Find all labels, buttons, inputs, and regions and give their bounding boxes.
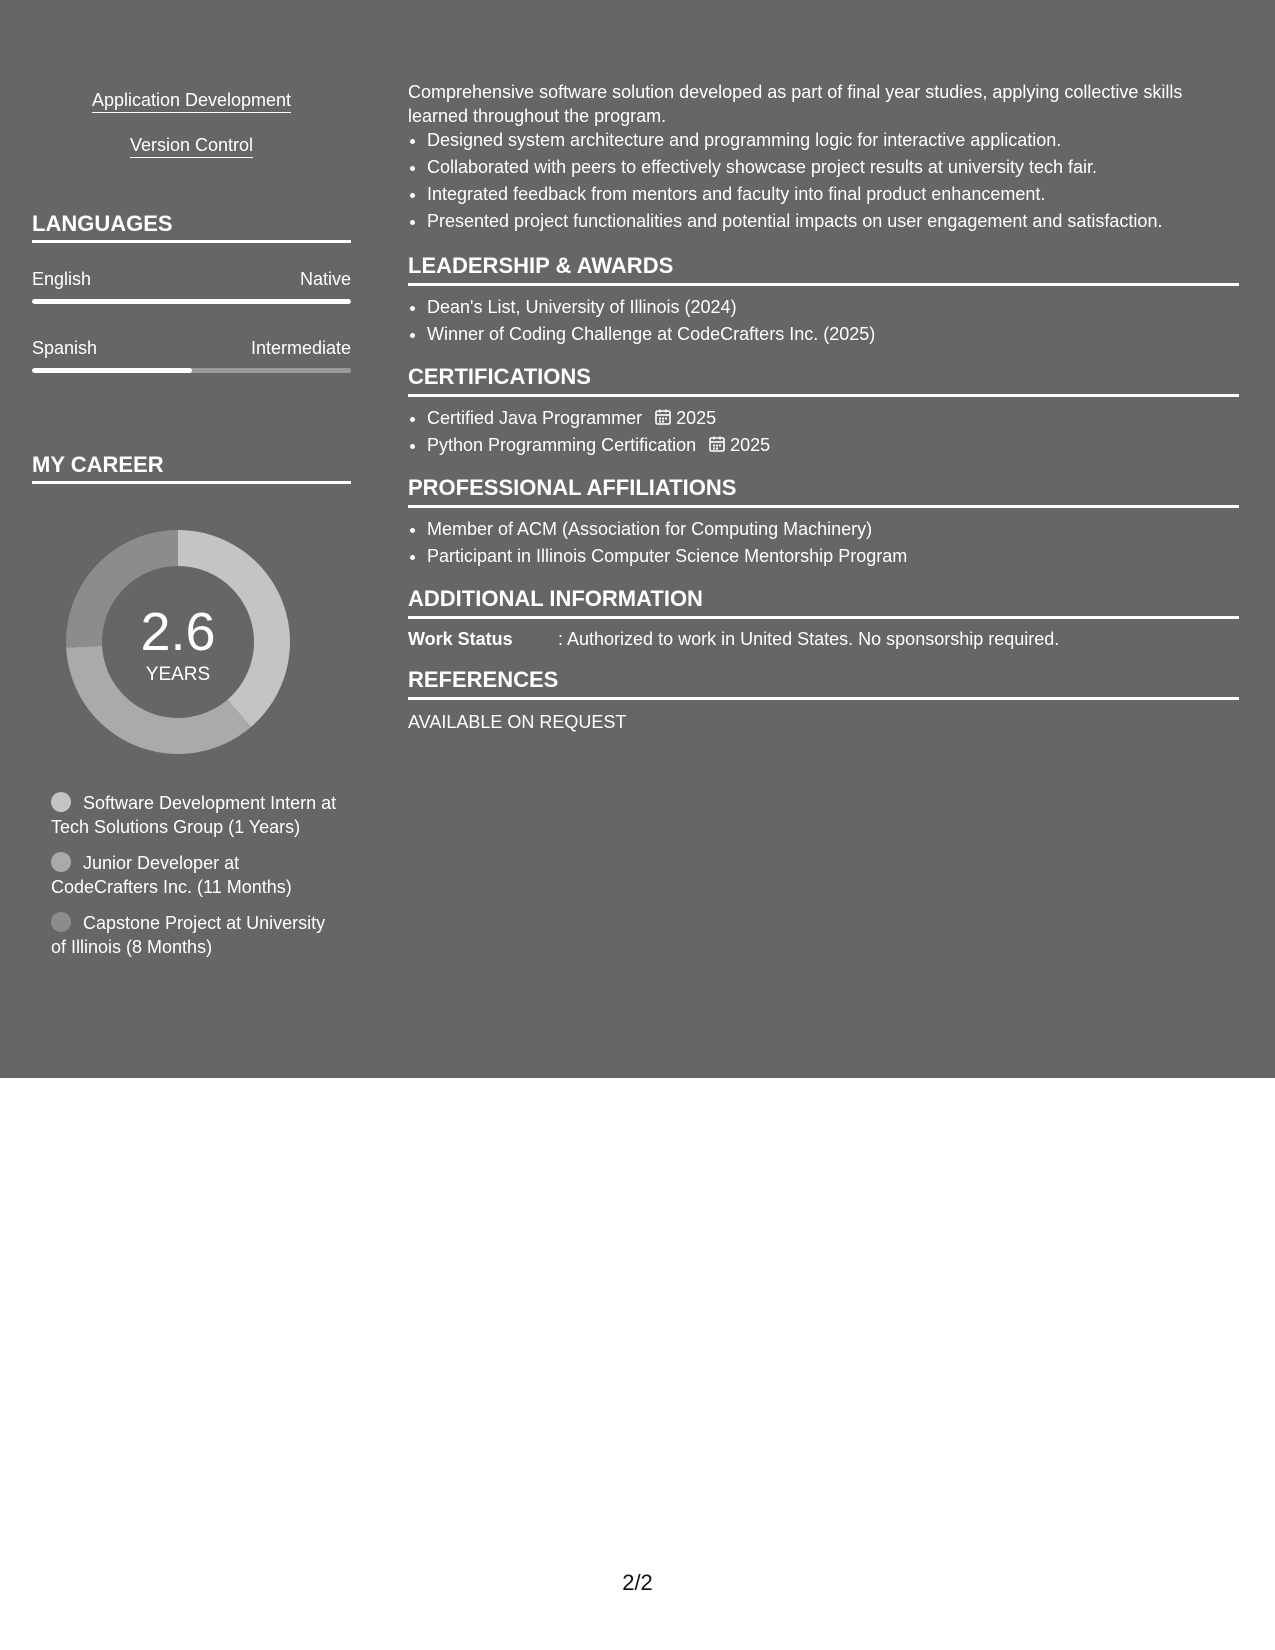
certification-name: Python Programming Certification <box>427 435 697 455</box>
certifications-list <box>408 405 1258 459</box>
languages-heading: LANGUAGES <box>32 211 351 243</box>
list-item <box>427 405 1258 432</box>
skill-tag-label: Application Development <box>92 89 291 113</box>
list-item: • Dean's List, University of Illinois (2024) <box>427 294 1258 321</box>
career-heading: MY CAREER <box>32 452 351 484</box>
list-item: • Presented project functionalities and potential impacts on user engagement and satisfaction. <box>427 208 1258 235</box>
career-legend-item <box>51 851 341 899</box>
career-total-value: 2.6 <box>140 602 216 662</box>
legend-dot-icon <box>51 792 71 812</box>
certification-name: Certified Java Programmer <box>427 408 643 428</box>
list-item: • Member of ACM (Association for Computing Machinery) <box>427 516 1258 543</box>
affiliations-list <box>408 516 1258 570</box>
work-status-value: : Authorized to work in United States. No sponsorship required. <box>558 629 1060 649</box>
skill-tag-label: Version Control <box>130 134 253 158</box>
work-status-label: Work Status <box>408 629 513 649</box>
additional-info-heading: ADDITIONAL INFORMATION <box>408 586 1239 619</box>
career-legend-item <box>51 791 341 839</box>
career-legend-label: Capstone Project at University of Illinois (8 Months) <box>51 913 326 957</box>
project-description: Comprehensive software solution developed as part of final year studies, applying collective skills learned throughout the program. <box>408 82 1183 126</box>
list-item: • Designed system architecture and programming logic for interactive application. <box>427 127 1258 154</box>
language-proficiency-bar <box>32 299 351 304</box>
leadership-list <box>408 294 1258 348</box>
page-number: 2/2 <box>622 1570 653 1595</box>
language-proficiency-fill <box>32 299 351 304</box>
list-item: • Winner of Coding Challenge at CodeCrafters Inc. (2025) <box>427 321 1258 348</box>
calendar-icon <box>654 408 672 426</box>
list-item: • Participant in Illinois Computer Science Mentorship Program <box>427 543 1258 570</box>
list-item: • Integrated feedback from mentors and faculty into final product enhancement. <box>427 181 1258 208</box>
career-legend-label: Junior Developer at CodeCrafters Inc. (11 Months) <box>51 853 292 897</box>
project-bullets <box>408 127 1258 235</box>
list-item: • Collaborated with peers to effectively showcase project results at university tech fair. <box>427 154 1258 181</box>
career-donut-center <box>66 530 290 754</box>
skill-tag <box>32 89 351 113</box>
certifications-heading: CERTIFICATIONS <box>408 364 1239 397</box>
skill-tag <box>32 134 351 158</box>
language-level: Intermediate <box>250 338 351 358</box>
legend-dot-icon <box>51 912 71 932</box>
language-proficiency-bar <box>32 368 351 373</box>
career-total-unit: YEARS <box>145 664 211 685</box>
list-item <box>427 432 1258 459</box>
career-legend-label: Software Development Intern at Tech Solutions Group (1 Years) <box>51 793 337 837</box>
leadership-heading: LEADERSHIP & AWARDS <box>408 253 1239 286</box>
language-row <box>32 337 351 359</box>
calendar-icon <box>708 435 726 453</box>
career-legend-item <box>51 911 341 959</box>
career-legend <box>51 791 341 971</box>
language-row <box>32 268 351 290</box>
references-text: AVAILABLE ON REQUEST <box>408 712 627 732</box>
references-heading: REFERENCES <box>408 667 1239 700</box>
certification-year: 2025 <box>676 408 717 428</box>
language-name: English <box>32 269 92 289</box>
affiliations-heading: PROFESSIONAL AFFILIATIONS <box>408 475 1239 508</box>
language-name: Spanish <box>32 338 98 358</box>
language-level: Native <box>299 269 351 289</box>
legend-dot-icon <box>51 852 71 872</box>
certification-year: 2025 <box>730 435 771 455</box>
work-status-row <box>408 627 1239 651</box>
language-proficiency-fill <box>32 368 192 373</box>
